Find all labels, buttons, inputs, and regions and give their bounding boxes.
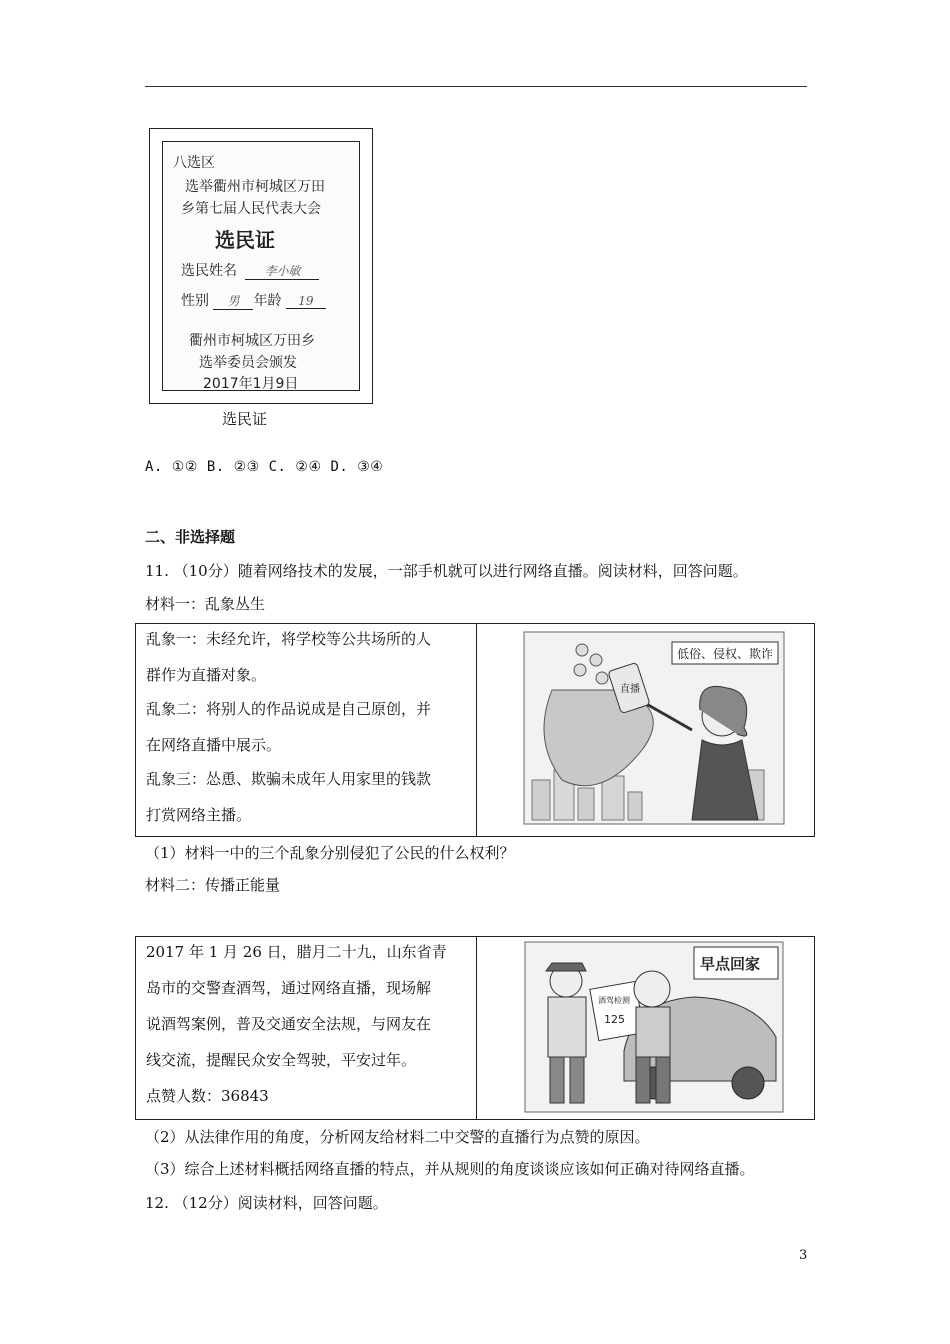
material1-line: 乱象二：将别人的作品说成是自己原创，并 <box>146 700 432 718</box>
material1-table <box>135 623 815 837</box>
gender-label: 性别 <box>181 293 209 309</box>
material2-line: 2017 年 1 月 26 日，腊月二十九，山东省青 <box>146 943 447 961</box>
cartoon-traffic-police <box>524 941 784 1113</box>
name-label: 选民姓名 <box>181 263 237 279</box>
q12-stem: 12. （12分）阅读材料，回答问题。 <box>145 1194 388 1212</box>
table-divider <box>476 624 477 836</box>
q11-stem: 11. （10分）随着网络技术的发展，一部手机就可以进行网络直播。阅读材料，回答问题。 <box>145 562 748 580</box>
card-line2: 乡第七届人民代表大会 <box>181 201 321 217</box>
material1-line: 在网络直播中展示。 <box>146 736 282 754</box>
material1-title: 材料一：乱象丛生 <box>145 595 266 613</box>
card-issuer2: 选举委员会颁发 <box>199 355 297 371</box>
q11-sub2: （2）从法律作用的角度，分析网友给材料二中交警的直播行为点赞的原因。 <box>145 1128 650 1146</box>
cartoon-livestream-chaos <box>522 630 786 826</box>
header-rule <box>145 86 807 87</box>
age-value: 19 <box>286 294 326 309</box>
cartoon1-label: 低俗、侵权、欺诈 <box>677 647 774 661</box>
name-value: 李小敏 <box>245 262 319 280</box>
answer-options: A. ①② B. ②③ C. ②④ D. ③④ <box>145 459 384 475</box>
card-issuer1: 衢州市柯城区万田乡 <box>189 333 315 349</box>
material2-line: 说酒驾案例，普及交通安全法规，与网友在 <box>146 1015 432 1033</box>
material2-title: 材料二：传播正能量 <box>145 876 281 894</box>
section-title: 二、非选择题 <box>145 528 236 546</box>
voter-card-inner <box>162 141 360 391</box>
cartoon2-sign: 酒驾检测 <box>598 996 630 1005</box>
voter-card-figure <box>149 128 373 404</box>
card-date: 2017年1月9日 <box>203 376 299 392</box>
material1-line: 群作为直播对象。 <box>146 666 267 684</box>
q11-sub3: （3）综合上述材料概括网络直播的特点，并从规则的角度谈谈应该如何正确对待网络直播。 <box>145 1160 755 1178</box>
material2-table <box>135 936 815 1120</box>
material2-line: 岛市的交警查酒驾，通过网络直播，现场解 <box>146 979 432 997</box>
card-district: 八选区 <box>173 155 215 171</box>
card-gender-row <box>181 290 326 310</box>
cartoon2-side: 早点回家 <box>700 955 761 973</box>
material2-line: 点赞人数：36843 <box>146 1087 269 1105</box>
card-line1: 选举衢州市柯城区万田 <box>185 179 325 195</box>
material1-line: 乱象三：怂恿、欺骗未成年人用家里的钱款 <box>146 770 432 788</box>
age-label: 年龄 <box>253 293 282 309</box>
material1-line: 乱象一：未经允许，将学校等公共场所的人 <box>146 630 432 648</box>
page-number: 3 <box>799 1248 808 1263</box>
q11-sub1: （1）材料一中的三个乱象分别侵犯了公民的什么权利？ <box>145 844 515 862</box>
material1-line: 打赏网络主播。 <box>146 806 252 824</box>
cartoon2-value: 125 <box>604 1013 625 1026</box>
card-name-row <box>181 260 319 280</box>
cartoon1-sign: 直播 <box>620 684 640 695</box>
figure-caption: 选民证 <box>222 410 268 428</box>
material2-line: 线交流，提醒民众安全驾驶，平安过年。 <box>146 1051 417 1069</box>
gender-value: 男 <box>213 292 253 310</box>
card-title: 选民证 <box>215 228 275 252</box>
table-divider <box>476 937 477 1119</box>
